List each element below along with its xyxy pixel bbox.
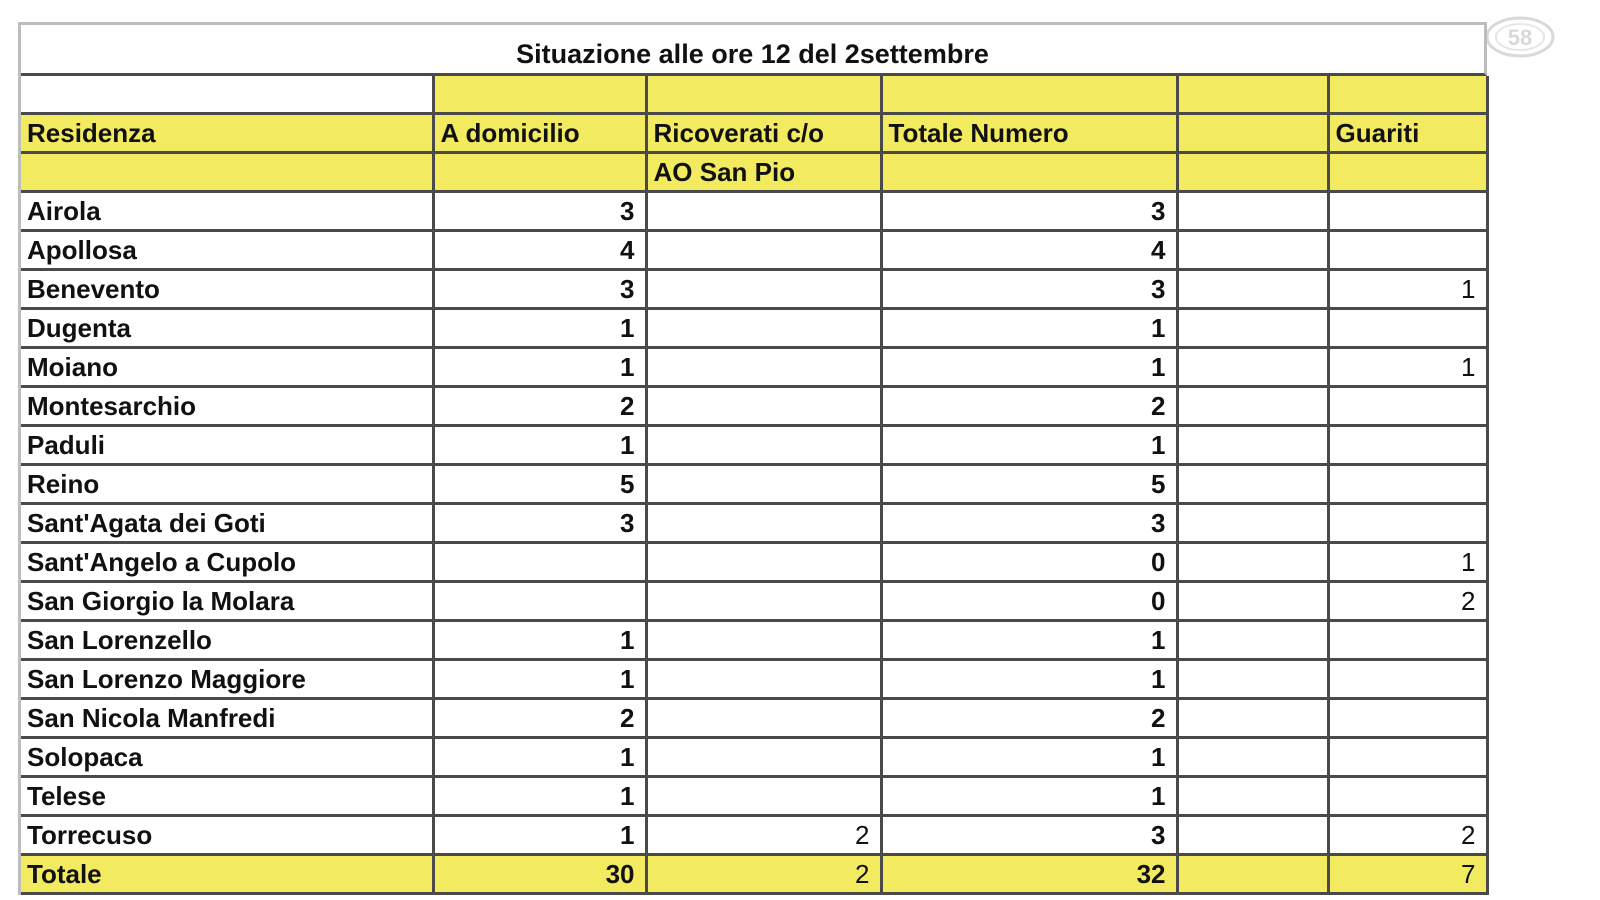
cell-guariti[interactable] (1328, 387, 1487, 426)
cell-guariti[interactable] (1328, 231, 1487, 270)
cell-a-domicilio[interactable]: 1 (433, 426, 646, 465)
sheet-title: Situazione alle ore 12 del 2settembre (21, 25, 1487, 76)
cell-empty[interactable] (1177, 504, 1328, 543)
header-cell[interactable] (433, 76, 646, 114)
cell-ricoverati[interactable] (646, 270, 881, 309)
cell-residenza[interactable]: San Nicola Manfredi (21, 699, 433, 738)
cell-ricoverati[interactable] (646, 621, 881, 660)
cell-residenza[interactable]: Torrecuso (21, 816, 433, 855)
cell-totale-numero[interactable]: 1 (881, 660, 1177, 699)
cell-totale-numero[interactable]: 1 (881, 348, 1177, 387)
channel-58-logo-icon (1484, 14, 1556, 60)
cell-a-domicilio[interactable]: 3 (433, 192, 646, 231)
cell-a-domicilio[interactable]: 5 (433, 465, 646, 504)
table-row (21, 543, 1487, 582)
cell-ricoverati[interactable] (646, 348, 881, 387)
header-row-2 (21, 114, 1487, 153)
cell-ricoverati[interactable] (646, 387, 881, 426)
header-row-3 (21, 153, 1487, 192)
cell-guariti[interactable] (1328, 777, 1487, 816)
cell-ricoverati[interactable] (646, 504, 881, 543)
cell-guariti[interactable] (1328, 660, 1487, 699)
cell-totale-numero[interactable]: 1 (881, 426, 1177, 465)
table-row (21, 348, 1487, 387)
table-row (21, 582, 1487, 621)
cell-residenza[interactable]: San Lorenzello (21, 621, 433, 660)
cell-guariti[interactable] (1328, 699, 1487, 738)
table-row (21, 621, 1487, 660)
header-cell[interactable] (1177, 114, 1328, 153)
header-residenza[interactable]: Residenza (21, 114, 433, 153)
table-row (21, 192, 1487, 231)
cell-totale-numero[interactable]: 5 (881, 465, 1177, 504)
cell-residenza[interactable]: Totale (21, 855, 433, 894)
cell-empty[interactable] (1177, 855, 1328, 894)
cell-residenza[interactable]: Apollosa (21, 231, 433, 270)
data-table (21, 76, 1489, 895)
header-a-domicilio[interactable]: A domicilio (433, 114, 646, 153)
table-row (21, 777, 1487, 816)
cell-residenza[interactable]: Montesarchio (21, 387, 433, 426)
cell-totale-numero[interactable]: 3 (881, 270, 1177, 309)
cell-empty[interactable] (1177, 582, 1328, 621)
table-row (21, 816, 1487, 855)
header-cell[interactable] (1177, 153, 1328, 192)
cell-totale-numero[interactable]: 1 (881, 621, 1177, 660)
cell-a-domicilio[interactable]: 1 (433, 777, 646, 816)
cell-a-domicilio[interactable]: 1 (433, 621, 646, 660)
cell-totale-numero[interactable]: 32 (881, 855, 1177, 894)
logo-text: 58 (1507, 25, 1533, 50)
cell-guariti[interactable] (1328, 465, 1487, 504)
cell-guariti[interactable] (1328, 192, 1487, 231)
cell-a-domicilio[interactable]: 4 (433, 231, 646, 270)
cell-empty[interactable] (1177, 270, 1328, 309)
cell-totale-numero[interactable]: 3 (881, 504, 1177, 543)
cell-a-domicilio[interactable]: 1 (433, 309, 646, 348)
cell-guariti[interactable]: 1 (1328, 543, 1487, 582)
cell-totale-numero[interactable]: 0 (881, 543, 1177, 582)
cell-residenza[interactable]: Telese (21, 777, 433, 816)
cell-residenza[interactable]: San Giorgio la Molara (21, 582, 433, 621)
cell-residenza[interactable]: Dugenta (21, 309, 433, 348)
cell-guariti[interactable]: 1 (1328, 270, 1487, 309)
cell-a-domicilio[interactable]: 1 (433, 660, 646, 699)
cell-residenza[interactable]: Benevento (21, 270, 433, 309)
cell-ricoverati[interactable] (646, 543, 881, 582)
cell-guariti[interactable]: 2 (1328, 816, 1487, 855)
cell-empty[interactable] (1177, 660, 1328, 699)
cell-ricoverati[interactable]: 2 (646, 816, 881, 855)
table-row (21, 699, 1487, 738)
header-ao-san-pio[interactable]: AO San Pio (646, 153, 881, 192)
header-cell[interactable] (1328, 76, 1487, 114)
cell-guariti[interactable]: 7 (1328, 855, 1487, 894)
cell-residenza[interactable]: Airola (21, 192, 433, 231)
table-row (21, 738, 1487, 777)
cell-empty[interactable] (1177, 426, 1328, 465)
header-cell[interactable] (21, 153, 433, 192)
cell-empty[interactable] (1177, 465, 1328, 504)
cell-guariti[interactable] (1328, 504, 1487, 543)
cell-a-domicilio[interactable]: 2 (433, 699, 646, 738)
cell-ricoverati[interactable] (646, 309, 881, 348)
header-cell[interactable] (21, 76, 433, 114)
cell-empty[interactable] (1177, 699, 1328, 738)
cell-empty[interactable] (1177, 387, 1328, 426)
table-row (21, 465, 1487, 504)
cell-guariti[interactable]: 1 (1328, 348, 1487, 387)
header-cell[interactable] (433, 153, 646, 192)
header-cell[interactable] (881, 153, 1177, 192)
cell-totale-numero[interactable]: 1 (881, 738, 1177, 777)
cell-empty[interactable] (1177, 231, 1328, 270)
cell-empty[interactable] (1177, 621, 1328, 660)
cell-a-domicilio[interactable] (433, 543, 646, 582)
table-row (21, 270, 1487, 309)
cell-totale-numero[interactable]: 3 (881, 192, 1177, 231)
cell-totale-numero[interactable]: 0 (881, 582, 1177, 621)
table-row (21, 309, 1487, 348)
table-row (21, 387, 1487, 426)
cell-ricoverati[interactable] (646, 465, 881, 504)
cell-guariti[interactable] (1328, 426, 1487, 465)
cell-guariti[interactable] (1328, 309, 1487, 348)
cell-ricoverati[interactable] (646, 426, 881, 465)
cell-empty[interactable] (1177, 192, 1328, 231)
cell-residenza[interactable]: Paduli (21, 426, 433, 465)
cell-empty[interactable] (1177, 309, 1328, 348)
cell-totale-numero[interactable]: 2 (881, 387, 1177, 426)
cell-residenza[interactable]: Solopaca (21, 738, 433, 777)
cell-ricoverati[interactable]: 2 (646, 855, 881, 894)
cell-a-domicilio[interactable]: 1 (433, 816, 646, 855)
header-totale-numero[interactable]: Totale Numero (881, 114, 1177, 153)
cell-guariti[interactable] (1328, 738, 1487, 777)
cell-ricoverati[interactable] (646, 192, 881, 231)
cell-empty[interactable] (1177, 738, 1328, 777)
cell-ricoverati[interactable] (646, 699, 881, 738)
cell-ricoverati[interactable] (646, 738, 881, 777)
header-cell[interactable] (881, 76, 1177, 114)
cell-a-domicilio[interactable]: 30 (433, 855, 646, 894)
cell-residenza[interactable]: Sant'Agata dei Goti (21, 504, 433, 543)
header-cell[interactable] (1328, 153, 1487, 192)
cell-a-domicilio[interactable]: 3 (433, 270, 646, 309)
cell-residenza[interactable]: San Lorenzo Maggiore (21, 660, 433, 699)
header-cell[interactable] (646, 76, 881, 114)
cell-ricoverati[interactable] (646, 777, 881, 816)
cell-guariti[interactable]: 2 (1328, 582, 1487, 621)
cell-a-domicilio[interactable]: 1 (433, 348, 646, 387)
table-row (21, 504, 1487, 543)
cell-guariti[interactable] (1328, 621, 1487, 660)
cell-empty[interactable] (1177, 543, 1328, 582)
cell-ricoverati[interactable] (646, 582, 881, 621)
cell-ricoverati[interactable] (646, 660, 881, 699)
header-guariti[interactable]: Guariti (1328, 114, 1487, 153)
cell-residenza[interactable]: Moiano (21, 348, 433, 387)
spreadsheet (18, 22, 1487, 895)
header-ricoverati[interactable]: Ricoverati c/o (646, 114, 881, 153)
cell-empty[interactable] (1177, 348, 1328, 387)
table-row (21, 231, 1487, 270)
cell-totale-numero[interactable]: 4 (881, 231, 1177, 270)
cell-a-domicilio[interactable]: 1 (433, 738, 646, 777)
cell-a-domicilio[interactable]: 3 (433, 504, 646, 543)
cell-totale-numero[interactable]: 3 (881, 816, 1177, 855)
cell-ricoverati[interactable] (646, 231, 881, 270)
cell-empty[interactable] (1177, 777, 1328, 816)
header-row-1 (21, 76, 1487, 114)
cell-totale-numero[interactable]: 1 (881, 309, 1177, 348)
cell-totale-numero[interactable]: 2 (881, 699, 1177, 738)
cell-residenza[interactable]: Reino (21, 465, 433, 504)
table-row (21, 426, 1487, 465)
cell-totale-numero[interactable]: 1 (881, 777, 1177, 816)
cell-empty[interactable] (1177, 816, 1328, 855)
cell-residenza[interactable]: Sant'Angelo a Cupolo (21, 543, 433, 582)
totals-row (21, 855, 1487, 894)
table-row (21, 660, 1487, 699)
cell-a-domicilio[interactable] (433, 582, 646, 621)
cell-a-domicilio[interactable]: 2 (433, 387, 646, 426)
header-cell[interactable] (1177, 76, 1328, 114)
